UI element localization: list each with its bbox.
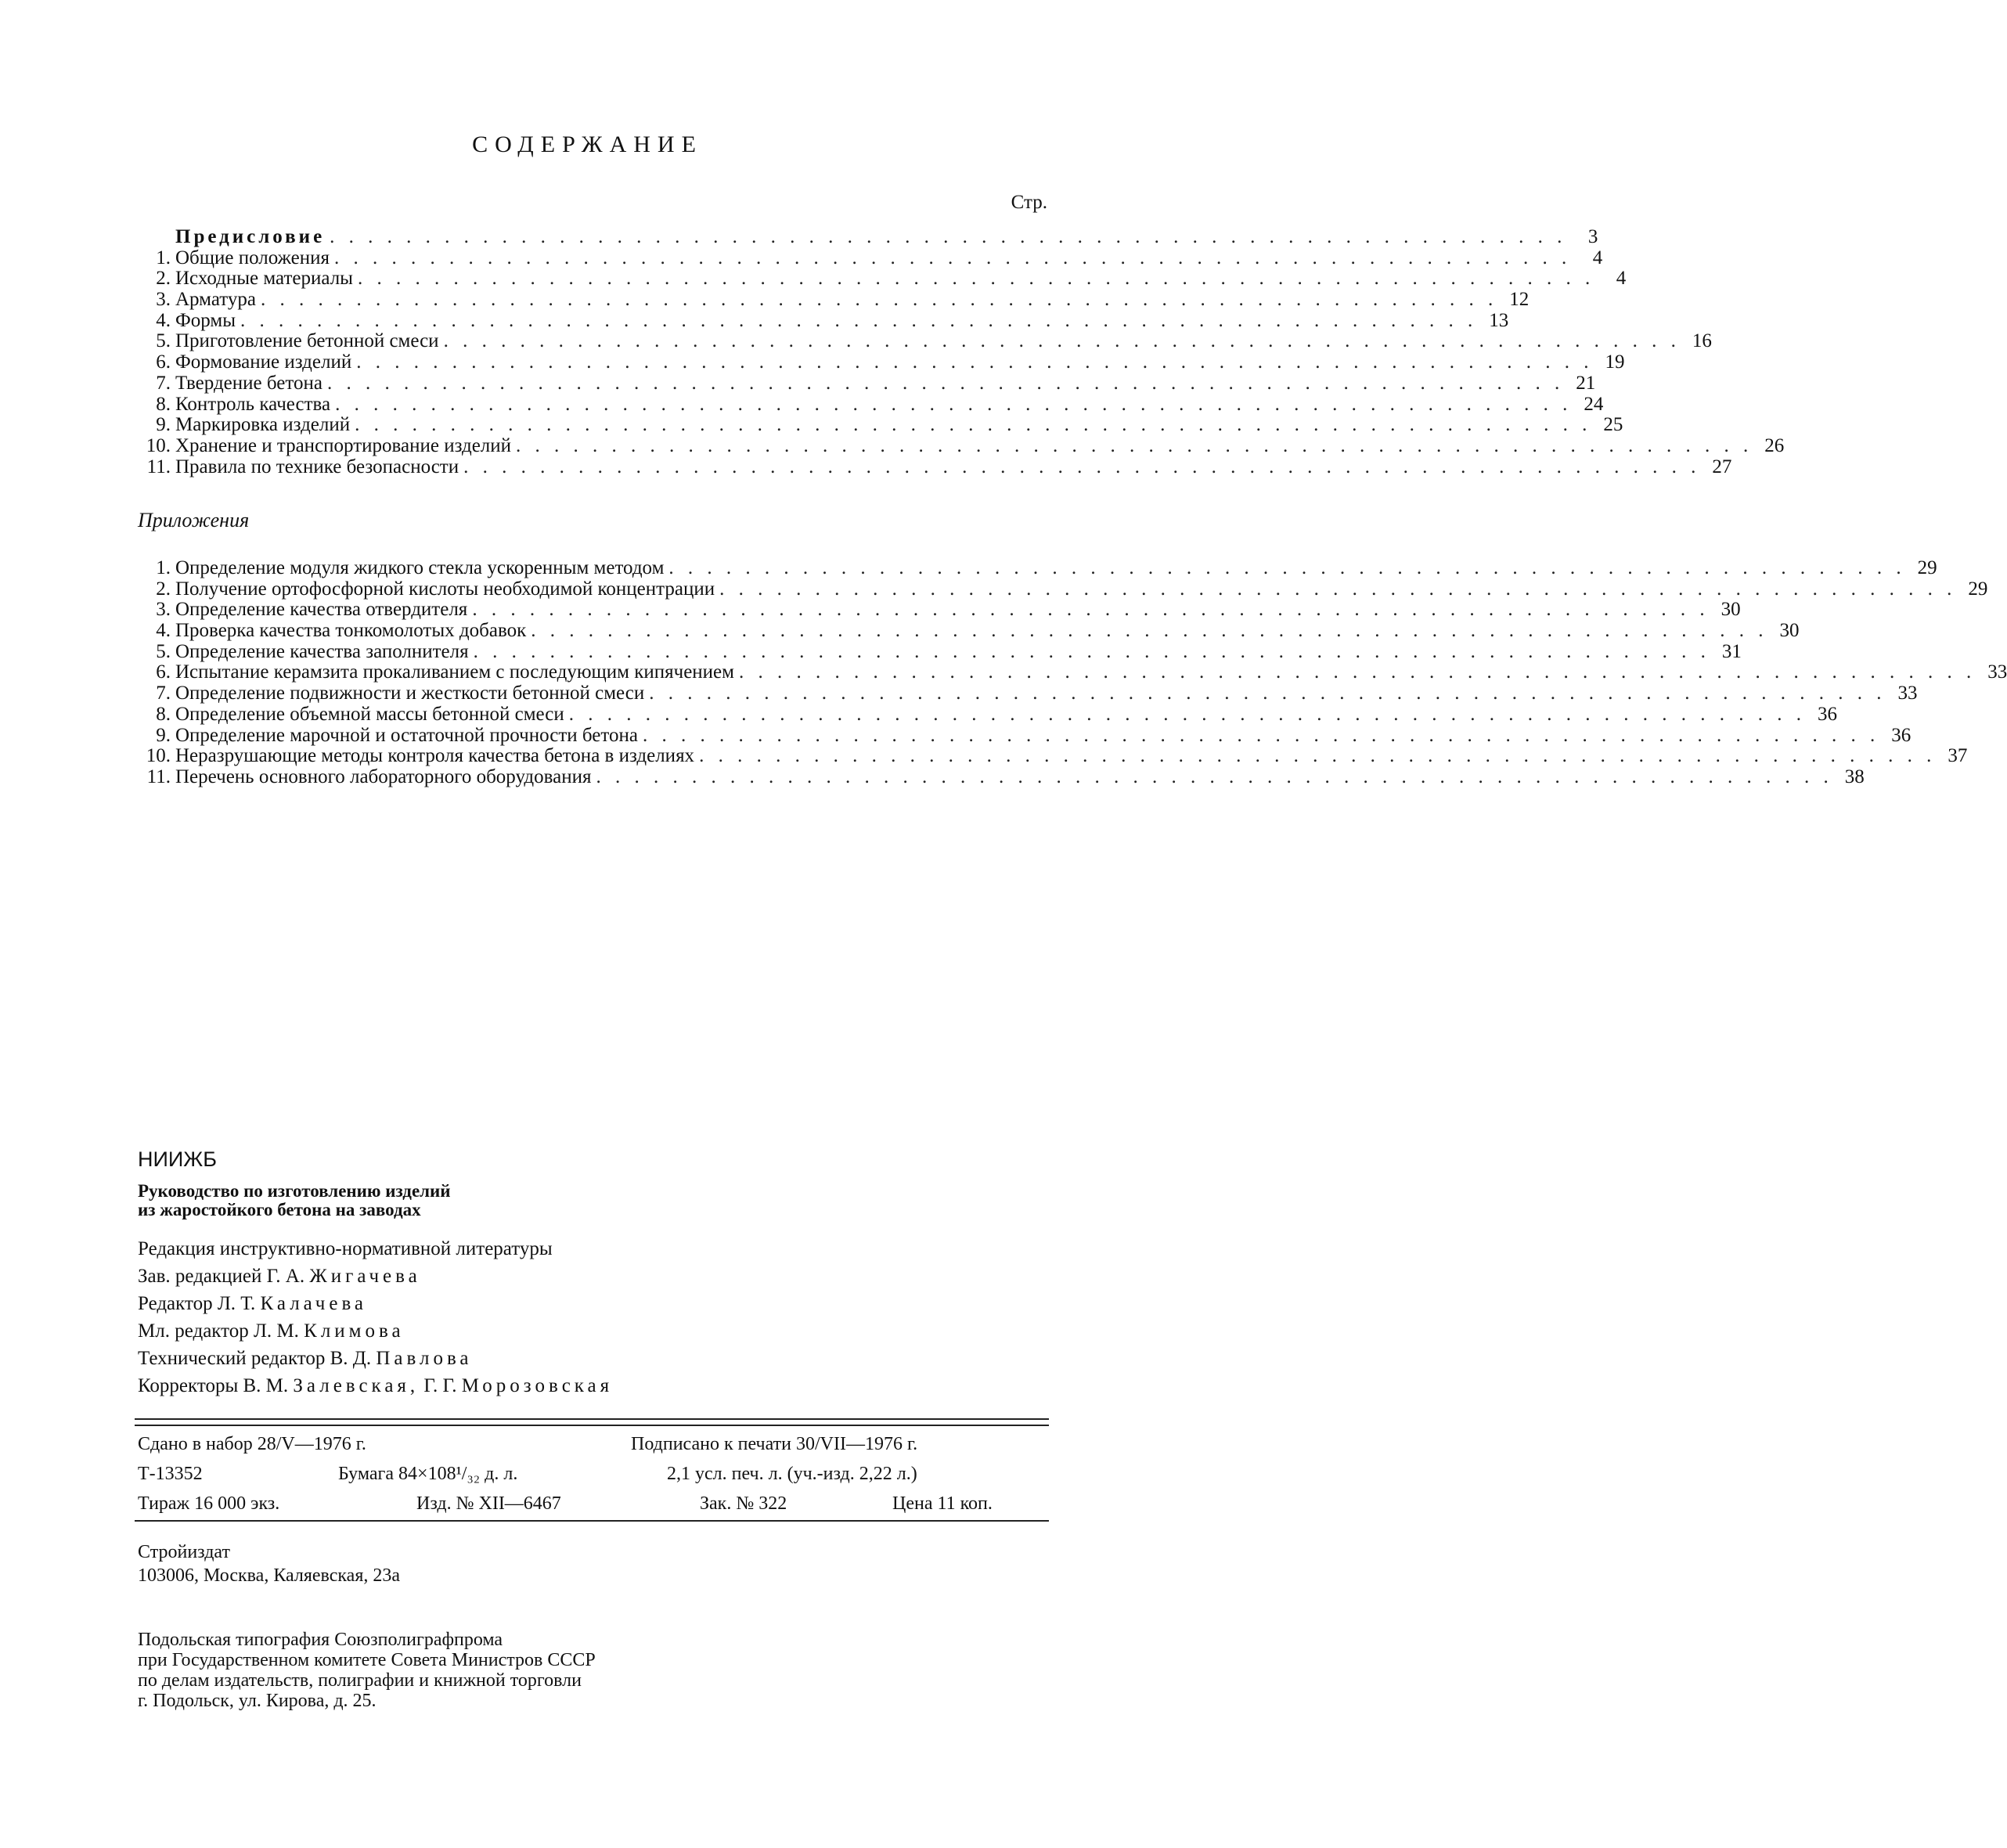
publisher-name: Стройиздат xyxy=(138,1542,230,1562)
toc-leader-dots xyxy=(719,579,1956,600)
appendix-number: 5. xyxy=(156,640,171,662)
toc-row[interactable] xyxy=(138,414,1623,436)
appendix-page: 36 xyxy=(1891,724,1912,746)
appendix-number: 2. xyxy=(156,578,171,600)
appendix-number: 4. xyxy=(156,620,171,642)
imprint-submitted: Сдано в набор 28/V—1976 г. xyxy=(138,1434,366,1454)
junior-editor-line xyxy=(138,1317,613,1345)
toc-row[interactable] xyxy=(138,289,1530,311)
toc-leader-dots xyxy=(335,394,1572,416)
toc-leader-dots xyxy=(643,726,1879,747)
appendix-row[interactable] xyxy=(138,620,1800,642)
appendix-page: 29 xyxy=(1917,557,1937,578)
toc-label: Маркировка изделий xyxy=(175,414,351,436)
appendix-label: Определение подвижности и жесткости бетонной смеси xyxy=(175,683,645,704)
toc-number: 7. xyxy=(156,372,171,394)
editor-line xyxy=(138,1290,613,1317)
divider xyxy=(135,1520,1049,1522)
toc-page: 4 xyxy=(1616,268,1627,290)
toc-leader-dots xyxy=(327,373,1564,394)
appendix-label: Определение модуля жидкого стекла ускоренным методом xyxy=(175,557,665,578)
appendix-row[interactable] xyxy=(138,578,1988,600)
appendix-number: 3. xyxy=(156,599,171,621)
toc-appendices xyxy=(138,557,2007,788)
printer xyxy=(138,1630,596,1711)
corrector-name: Залевская, xyxy=(293,1375,420,1396)
appendix-page: 29 xyxy=(1968,578,1988,600)
appendix-label: Определение качества отвердителя xyxy=(175,599,468,621)
toc-leader-dots xyxy=(699,746,1936,767)
divider xyxy=(135,1425,1049,1426)
appendix-page: 38 xyxy=(1844,765,1865,787)
appendix-page: 30 xyxy=(1721,599,1741,621)
appendix-row[interactable] xyxy=(138,661,2007,683)
editor-role: Редактор Л. Т. xyxy=(138,1293,256,1314)
toc-leader-dots xyxy=(649,683,1886,704)
editor-name: Калачева xyxy=(260,1293,368,1314)
toc-number: 8. xyxy=(156,393,171,415)
toc-leader-dots xyxy=(472,600,1709,621)
appendix-page: 30 xyxy=(1779,620,1800,642)
toc-leader-dots xyxy=(474,642,1710,663)
credits xyxy=(138,1235,613,1400)
appendix-page: 31 xyxy=(1721,640,1742,662)
toc-label: Контроль качества xyxy=(175,393,331,415)
toc-leader-dots xyxy=(531,621,1767,642)
toc-label: Правила по технике безопасности xyxy=(175,456,459,477)
toc-number: 3. xyxy=(156,289,171,311)
junior-editor-name: Климова xyxy=(304,1320,405,1342)
toc-number: 11. xyxy=(146,456,171,477)
edition-line: Редакция инструктивно-нормативной литературы xyxy=(138,1238,553,1259)
toc-number: 2. xyxy=(156,268,171,290)
toc-leader-dots xyxy=(463,457,1700,478)
toc-page: 4 xyxy=(1592,247,1603,268)
toc-leader-dots xyxy=(334,248,1571,269)
tech-editor-name: Павлова xyxy=(376,1348,473,1369)
publisher-address: 103006, Москва, Каляевская, 23а xyxy=(138,1565,401,1586)
appendix-label: Получение ортофосфорной кислоты необходимой концентрации xyxy=(175,578,715,600)
book-title-line: Руководство по изготовлению изделий xyxy=(138,1181,451,1201)
appendix-heading: Приложения xyxy=(138,509,250,531)
toc-main xyxy=(138,226,1785,477)
toc-leader-dots xyxy=(516,436,1753,457)
toc-row[interactable] xyxy=(138,309,1509,332)
toc-leader-dots xyxy=(569,704,1806,726)
printer-line: Подольская типография Союзполиграфпрома xyxy=(138,1630,503,1650)
toc-number: 10. xyxy=(146,434,171,456)
corrector-name: Морозовская xyxy=(461,1375,614,1396)
book-title-line: из жаростойкого бетона на заводах xyxy=(138,1200,421,1219)
toc-label: Приготовление бетонной смеси xyxy=(175,330,439,352)
toc-label: Общие положения xyxy=(175,247,330,268)
head-editor-name: Жигачева xyxy=(309,1266,421,1287)
toc-page: 21 xyxy=(1576,372,1596,394)
appendix-page: 36 xyxy=(1817,703,1837,725)
toc-page: 26 xyxy=(1764,434,1785,456)
printer-line: по делам издательств, полиграфии и книжной торговли xyxy=(138,1670,582,1691)
correctors-line xyxy=(138,1372,613,1400)
imprint-sheets: 2,1 усл. печ. л. (уч.-изд. 2,22 л.) xyxy=(667,1464,917,1484)
toc-leader-dots xyxy=(358,268,1594,290)
organization-name: НИИЖБ xyxy=(138,1147,217,1171)
appendix-number: 10. xyxy=(146,745,171,767)
toc-row[interactable] xyxy=(138,330,1712,352)
appendix-number: 6. xyxy=(156,661,171,683)
toc-label: Арматура xyxy=(175,289,256,311)
printer-line: г. Подольск, ул. Кирова, д. 25. xyxy=(138,1691,377,1711)
imprint-code: Т-13352 xyxy=(138,1464,203,1484)
appendix-label: Определение качества заполнителя xyxy=(175,640,469,662)
toc-number: 1. xyxy=(156,247,171,268)
toc-leader-dots xyxy=(356,352,1593,373)
toc-page: 16 xyxy=(1692,330,1712,352)
toc-page: 12 xyxy=(1509,289,1530,311)
toc-row[interactable] xyxy=(138,393,1604,416)
toc-number: 5. xyxy=(156,330,171,352)
toc-label: Исходные материалы xyxy=(175,268,353,290)
imprint-row xyxy=(138,1489,1049,1518)
toc-row[interactable] xyxy=(138,226,1598,248)
toc-page: 24 xyxy=(1584,393,1604,415)
printer-line: при Государственном комитете Совета Министров СССР xyxy=(138,1650,596,1670)
page-title: СОДЕРЖАНИЕ xyxy=(472,131,703,157)
imprint-price: Цена 11 коп. xyxy=(892,1493,993,1514)
toc-leader-dots xyxy=(240,311,1477,332)
appendix-page: 33 xyxy=(1897,683,1918,704)
appendix-row[interactable] xyxy=(138,765,1865,788)
toc-label: Формы xyxy=(175,309,236,331)
imprint-order: Зак. № 322 xyxy=(700,1493,787,1514)
toc-leader-dots xyxy=(261,290,1497,311)
toc-page: 27 xyxy=(1712,456,1732,477)
imprint-pub-no: Изд. № XII—6467 xyxy=(416,1493,561,1514)
appendix-label: Неразрушающие методы контроля качества бетона в изделиях xyxy=(175,745,695,767)
toc-number: 6. xyxy=(156,351,171,373)
tech-editor-line xyxy=(138,1345,613,1372)
toc-leader-dots xyxy=(330,227,1566,248)
appendix-row[interactable] xyxy=(138,557,1937,579)
toc-leader-dots xyxy=(668,558,1905,579)
imprint-row xyxy=(138,1459,1049,1489)
toc-page: 19 xyxy=(1605,351,1625,373)
correctors-role: Корректоры В. М. xyxy=(138,1375,289,1396)
appendix-label: Определение марочной и остаточной прочности бетона xyxy=(175,724,638,746)
appendix-label: Испытание керамзита прокаливанием с последующим кипячением xyxy=(175,661,734,683)
imprint xyxy=(138,1429,1049,1518)
page-column-label: Стр. xyxy=(1011,192,1047,213)
imprint-print-run: Тираж 16 000 экз. xyxy=(138,1493,280,1514)
imprint-paper: Бумага 84×108¹/₃₂ д. л. xyxy=(338,1464,518,1484)
junior-editor-role: Мл. редактор Л. М. xyxy=(138,1320,299,1342)
corrector-initials: Г. Г. xyxy=(423,1375,457,1396)
toc-page: 3 xyxy=(1587,226,1598,247)
toc-label: Формование изделий xyxy=(175,351,352,373)
toc-page: 13 xyxy=(1489,309,1509,331)
toc-row[interactable] xyxy=(138,456,1732,478)
appendix-row[interactable] xyxy=(138,640,1742,663)
toc-leader-dots xyxy=(444,331,1681,352)
imprint-row xyxy=(138,1429,1049,1459)
toc-row[interactable] xyxy=(138,247,1603,269)
toc-label: Предисловие xyxy=(175,226,326,247)
toc-row[interactable] xyxy=(138,434,1785,457)
toc-label: Твердение бетона xyxy=(175,372,322,394)
book-title xyxy=(138,1182,451,1219)
appendix-row[interactable] xyxy=(138,599,1741,621)
head-editor-line xyxy=(138,1263,613,1290)
appendix-number: 7. xyxy=(156,683,171,704)
divider xyxy=(135,1418,1049,1420)
appendix-row[interactable] xyxy=(138,703,1837,726)
appendix-number: 8. xyxy=(156,703,171,725)
appendix-page: 37 xyxy=(1948,745,1968,767)
appendix-label: Проверка качества тонкомолотых добавок xyxy=(175,620,527,642)
toc-row[interactable] xyxy=(138,351,1625,373)
toc-number: 9. xyxy=(156,414,171,436)
appendix-number: 9. xyxy=(156,724,171,746)
appendix-row[interactable] xyxy=(138,745,1968,767)
head-editor-role: Зав. редакцией Г. А. xyxy=(138,1266,305,1287)
toc-label: Хранение и транспортирование изделий xyxy=(175,434,512,456)
toc-row[interactable] xyxy=(138,268,1627,290)
toc-page: 25 xyxy=(1603,414,1623,436)
appendix-page: 33 xyxy=(1987,661,2007,683)
tech-editor-role: Технический редактор В. Д. xyxy=(138,1348,372,1369)
appendix-row[interactable] xyxy=(138,724,1912,747)
toc-leader-dots xyxy=(355,415,1591,436)
appendix-label: Перечень основного лабораторного оборудования xyxy=(175,765,592,787)
appendix-number: 11. xyxy=(146,765,171,787)
appendix-row[interactable] xyxy=(138,683,1918,704)
toc-leader-dots xyxy=(739,662,1976,683)
appendix-label: Определение объемной массы бетонной смеси xyxy=(175,703,564,725)
imprint-signed: Подписано к печати 30/VII—1976 г. xyxy=(631,1434,918,1454)
toc-row[interactable] xyxy=(138,372,1596,394)
publisher xyxy=(138,1540,400,1587)
appendix-number: 1. xyxy=(156,557,171,578)
toc-number: 4. xyxy=(156,309,171,331)
toc-leader-dots xyxy=(596,767,1832,788)
